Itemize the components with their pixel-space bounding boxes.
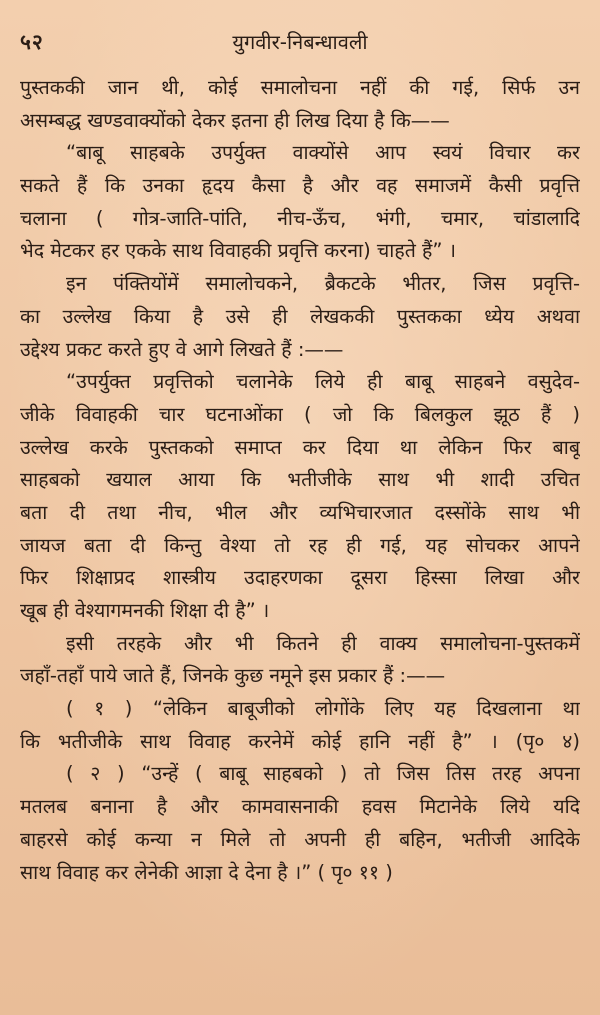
text-line: कि भतीजीके साथ विवाह करनेमें कोई हानि नहीं है” । (पृ० ४) [20,729,580,753]
running-title: युगवीर-निबन्धावली [232,30,368,54]
text-line: जहाँ-तहाँ पाये जाते हैं, जिनके कुछ नमूने इस प्रकार हैं :—— [20,664,446,688]
text-line: सकते हैं कि उनका हृदय कैसा है और वह समाजमें कैसी प्रवृत्ति [20,174,580,198]
text-line: पुस्तककी जान थी, कोई समालोचना नहीं की गई, सिर्फ उन [20,76,580,99]
text-line: “उपर्युक्त प्रवृत्तिको चलानेके लिये ही बाबू साहबने वसुदेव- [66,370,580,394]
text-line: फिर शिक्षाप्रद शास्त्रीय उदाहरणका दूसरा हिस्सा लिखा और [20,566,580,590]
text-line: ( २ ) “उन्हें ( बाबू साहबको ) तो जिस तिस तरह अपना [66,762,580,786]
text-line: खूब ही वेश्यागमनकी शिक्षा दी है” । [20,599,270,622]
text-line: साहबको खयाल आया कि भतीजीके साथ भी शादी उचित [20,468,580,492]
text-line: मतलब बनाना है और कामवासनाकी हवस मिटानेके लिये यदि [20,795,580,819]
text-line: इसी तरहके और भी कितने ही वाक्य समालोचना-पुस्तकमें [66,631,580,655]
page-header [20,24,580,58]
text-line: ( १ ) “लेकिन बाबूजीको लोगोंके लिए यह दिखलाना था [66,697,580,721]
text-line: “बाबू साहबके उपर्युक्त वाक्योंसे आप स्वयं विचार कर [66,141,580,165]
text-line: उल्लेख करके पुस्तकको समाप्त कर दिया था लेकिन फिर बाबू [20,435,580,459]
text-line: उद्देश्य प्रकट करते हुए वे आगे लिखते हैं :—— [20,337,344,361]
text-line: भेद मेटकर हर एकके साथ विवाहकी प्रवृत्ति करना) चाहते हैं” । [20,239,457,263]
text-line: बाहरसे कोई कन्या न मिले तो अपनी ही बहिन, भतीजी आदिके [20,827,580,851]
text-line: चलाना ( गोत्र-जाति-पांति, नीच-ऊँच, भंगी, चमार, चांडालादि [20,206,580,230]
body-text [20,72,580,889]
text-line: जायज बता दी किन्तु वेश्या तो रह ही गई, यह सोचकर आपने [20,533,580,557]
text-line: का उल्लेख किया है उसे ही लेखककी पुस्तकका ध्येय अथवा [20,304,580,328]
text-line: असम्बद्ध खण्डवाक्योंको देकर इतना ही लिख दिया है कि—— [20,108,450,132]
text-line: इन पंक्तियोंमें समालोचकने, ब्रैकटके भीतर, जिस प्रवृत्ति- [66,272,580,296]
text-line: बता दी तथा नीच, भील और व्यभिचारजात दस्सोंके साथ भी [20,500,580,524]
text-line: जीके विवाहकी चार घटनाओंका ( जो कि बिलकुल झूठ हैं ) [20,402,580,426]
page-number: ५२ [20,30,44,54]
text-line: साथ विवाह कर लेनेकी आज्ञा दे देना है ।” ( पृ० ११ ) [20,860,393,884]
